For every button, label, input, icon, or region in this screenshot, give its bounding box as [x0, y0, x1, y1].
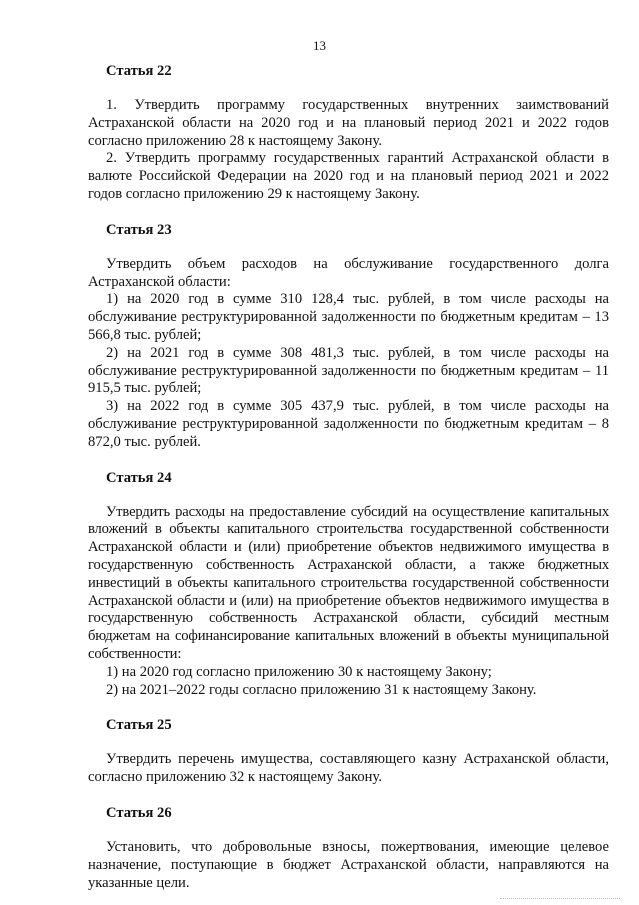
- article-title: Статья 26: [106, 804, 172, 821]
- article-paragraph: 2. Утвердить программу государственных гарантий Астраханской области в валюте Российской Федерации на 2020 год и на плановый период 2021 и 2022 годов согласно приложению 29 к настоящему Закону.: [88, 150, 609, 202]
- article-title: Статья 22: [106, 63, 172, 79]
- article-title: Статья 25: [106, 717, 172, 734]
- article-23: [88, 221, 609, 452]
- page-number: 13: [313, 38, 326, 53]
- scan-artifact: [500, 898, 620, 901]
- article-title: Статья 23: [106, 221, 172, 238]
- article-paragraph: 1. Утвердить программу государственных внутренних заимствований Астраханской области на 2020 год и на плановый период 2021 и 2022 годов согласно приложению 28 к настоящему Закону.: [88, 97, 609, 149]
- article-paragraph: Утвердить перечень имущества, составляющего казну Астраханской области, согласно приложению 32 к настоящему Закону.: [88, 751, 609, 786]
- list-item: 2) на 2021 год в сумме 308 481,3 тыс. рублей, в том числе расходы на обслуживание реструктурированной задолженности по бюджетным кредитам – 11 915,5 тыс. рублей;: [88, 344, 609, 397]
- list-item: 1) на 2020 год в сумме 310 128,4 тыс. рублей, в том числе расходы на обслуживание реструктурированной задолженности по бюджетным кредитам – 13 566,8 тыс. рублей;: [88, 291, 609, 343]
- article-24: [88, 469, 609, 700]
- list-item: 1) на 2020 год согласно приложению 30 к настоящему Закону;: [106, 663, 492, 680]
- article-26: [88, 804, 609, 892]
- article-paragraph: Установить, что добровольные взносы, пожертвования, имеющие целевое назначение, поступающие в бюджет Астраханской области, направляются на указанные цели.: [88, 838, 609, 891]
- article-22: [88, 62, 609, 204]
- document-body: [88, 62, 609, 892]
- list-item: 2) на 2021–2022 годы согласно приложению 31 к настоящему Закону.: [106, 681, 537, 698]
- article-intro: Утвердить объем расходов на обслуживание государственного долга Астраханской области:: [88, 255, 609, 290]
- article-25: [88, 716, 609, 787]
- article-intro: Утвердить расходы на предоставление субсидий на осуществление капитальных вложений в объекты капитального строительства государственной собственности Астраханской области и (или) приобретение объектов недвижимого имущества в государственную собственность Астраханской области, а также бюджетных инвестиций в объекты капитального строительства государственной собственности Астраханской области и (или) на приобретение объектов недвижимого имущества в государственную собственность Астраханской области, субсидий местным бюджетам на софинансирование капитальных вложений в объекты муниципальной собственности:: [88, 503, 609, 662]
- article-title: Статья 24: [106, 469, 172, 486]
- list-item: 3) на 2022 год в сумме 305 437,9 тыс. рублей, в том числе расходы на обслуживание реструктурированной задолженности по бюджетным кредитам – 8 872,0 тыс. рублей.: [88, 398, 609, 450]
